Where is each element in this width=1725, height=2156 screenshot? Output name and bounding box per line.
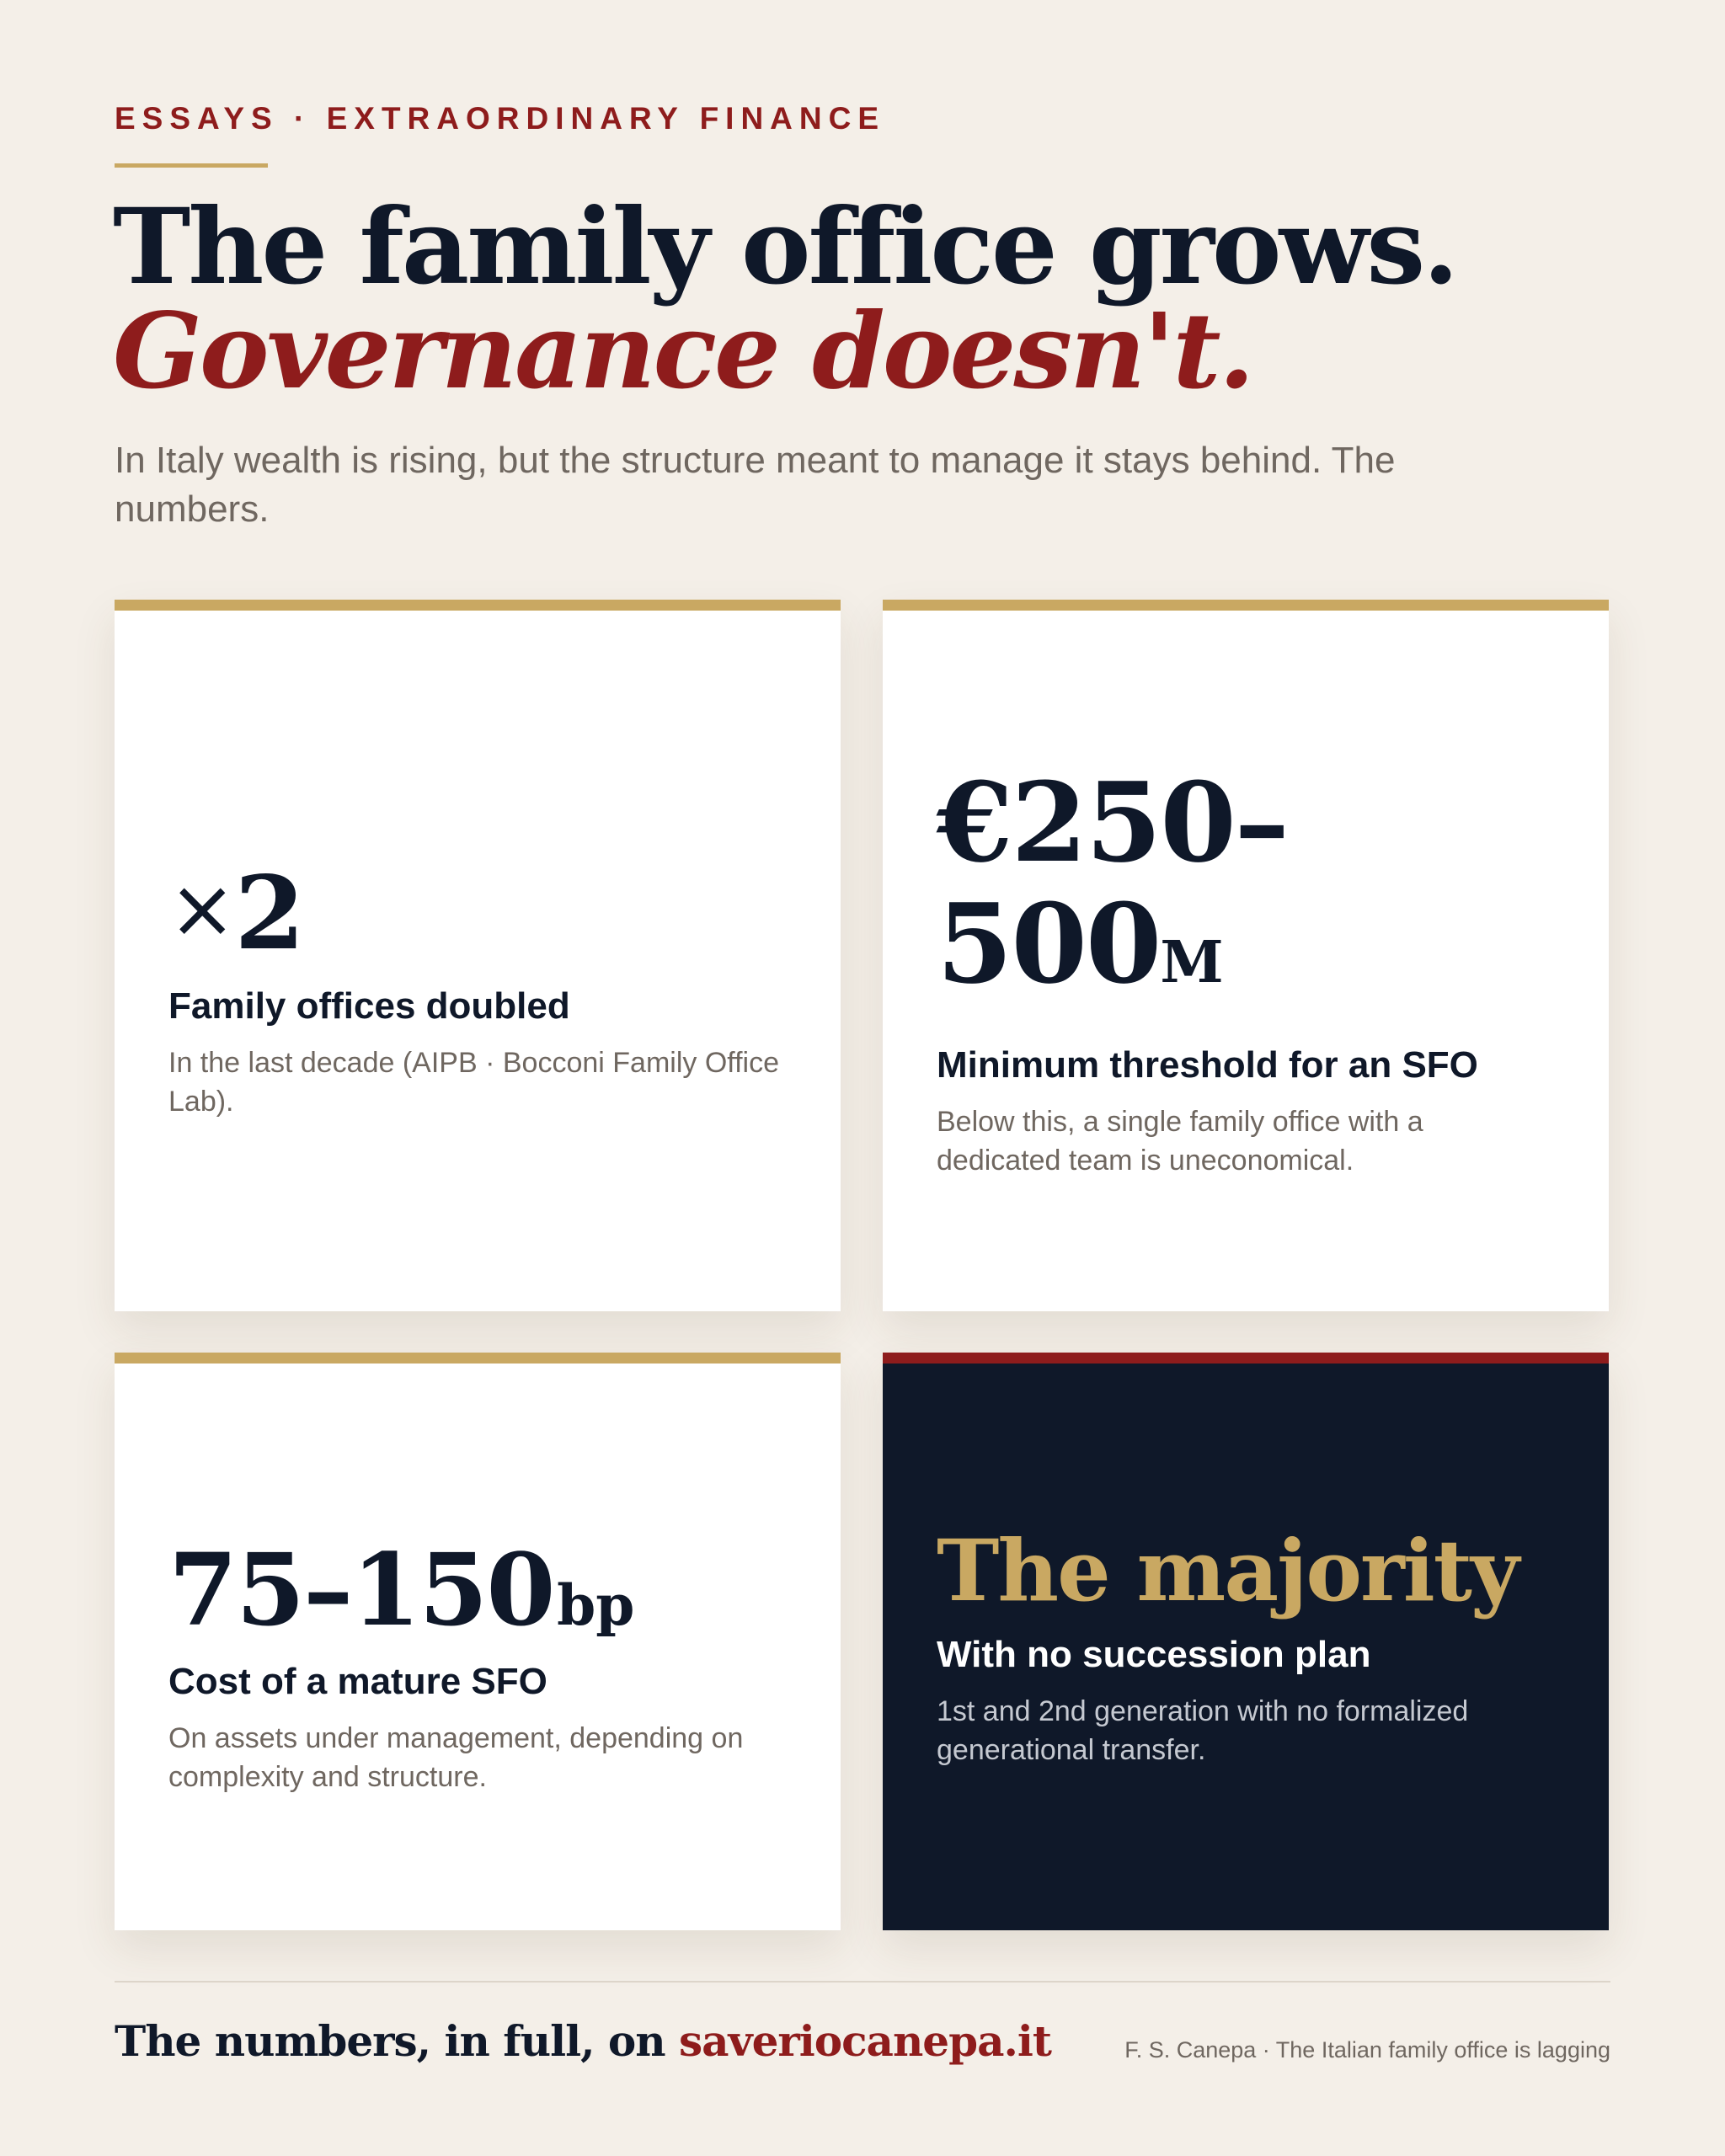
title-line-2: Governance doesn't. (113, 291, 1252, 413)
byline: F. S. Canepa · The Italian family office is lagging (1124, 2037, 1610, 2063)
stat-value (937, 758, 1555, 1023)
stat-card-family-offices (115, 600, 841, 1311)
card-description: 1st and 2nd generation with no formalized generational transfer. (937, 1695, 1469, 1766)
stat-line-2: 500 (937, 879, 1161, 1008)
page-subtitle: In Italy wealth is rising, but the structure meant to manage it stays behind. The numbers. (115, 440, 1396, 530)
site-link[interactable]: saveriocanepa.it (679, 2016, 1051, 2066)
footer-cta (115, 2015, 1051, 2068)
page-title (113, 186, 1629, 413)
stat-unit: bp (557, 1572, 635, 1638)
stat-number: 2 (234, 854, 303, 973)
card-description: In the last decade (AIPB · Bocconi Family Office Lab). (168, 1047, 780, 1118)
stat-card-sfo-cost (115, 1353, 841, 1930)
stat-value: The majority (937, 1521, 1519, 1620)
stat-number: 75–150 (168, 1531, 554, 1648)
card-label: Minimum threshold for an SFO (937, 1044, 1478, 1086)
card-label: Cost of a mature SFO (168, 1661, 547, 1702)
card-description: Below this, a single family office with a dedicated team is uneconomical. (937, 1106, 1423, 1177)
stat-value (168, 1531, 787, 1648)
card-label: With no succession plan (937, 1634, 1371, 1675)
stat-card-sfo-threshold (883, 600, 1609, 1311)
stat-unit: M (1160, 929, 1224, 996)
stat-card-succession (883, 1353, 1609, 1930)
stat-line-1: €250– (937, 758, 1288, 887)
title-line-1: The family office grows. (113, 186, 1457, 308)
footer-divider (115, 1981, 1610, 1983)
kicker-divider (115, 163, 268, 168)
section-kicker: ESSAYS · EXTRAORDINARY FINANCE (115, 101, 886, 136)
cta-text: The numbers, in full, on (115, 2016, 679, 2066)
card-label: Family offices doubled (168, 985, 570, 1027)
card-description: On assets under management, depending on complexity and structure. (168, 1722, 744, 1793)
stat-value (168, 854, 787, 973)
times-sign: × (168, 862, 235, 956)
